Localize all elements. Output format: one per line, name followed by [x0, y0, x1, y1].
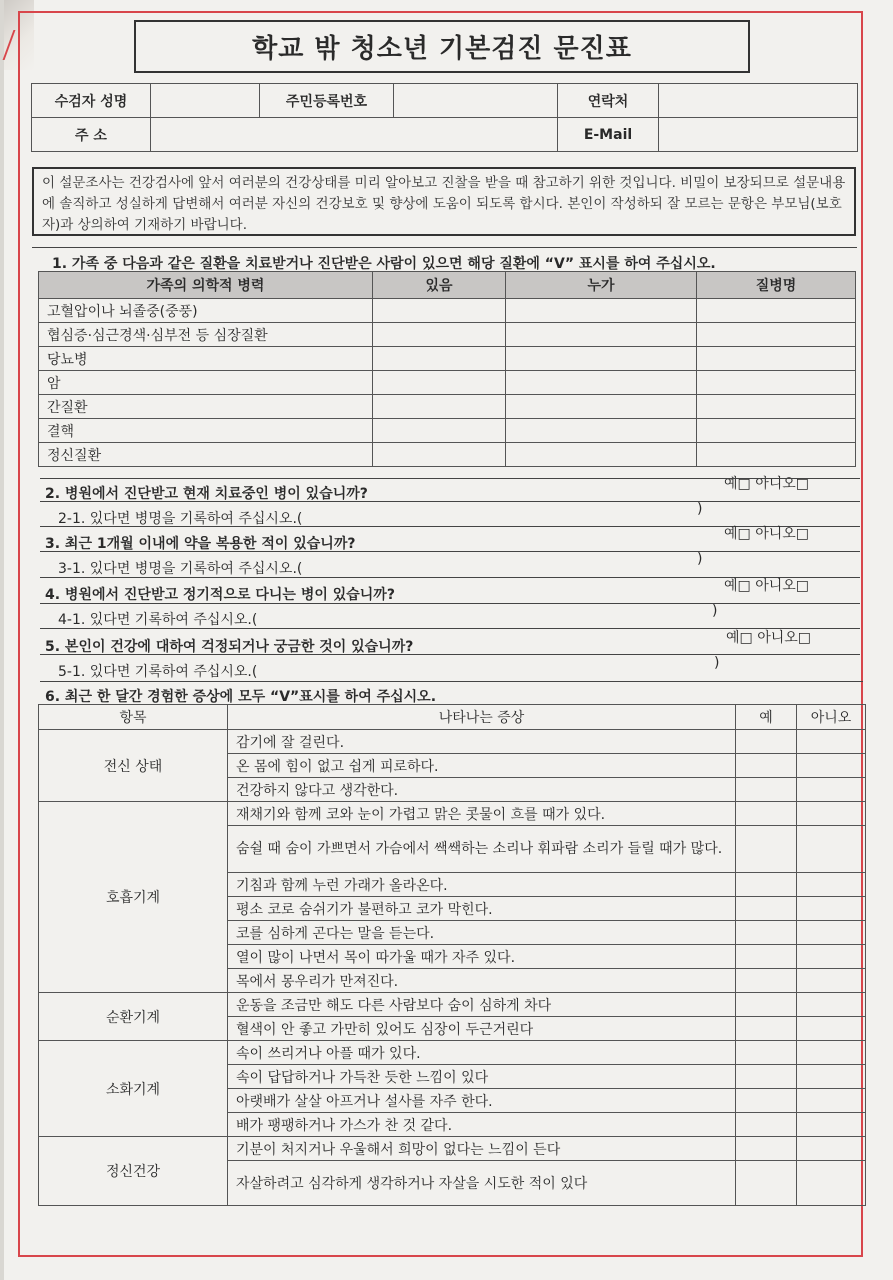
- symptom-text: 평소 코로 숨쉬기가 불편하고 코가 막힌다.: [228, 897, 736, 921]
- yes-no-checkbox[interactable]: 예□ 아니오□: [724, 578, 810, 594]
- yes-cell[interactable]: [736, 945, 797, 969]
- symptom-text: 자살하려고 심각하게 생각하거나 자살을 시도한 적이 있다: [228, 1161, 736, 1206]
- yes-no-checkbox[interactable]: 예□ 아니오□: [724, 476, 810, 492]
- personal-info-table: [31, 83, 858, 152]
- phone-field[interactable]: [659, 84, 858, 118]
- no-cell[interactable]: [797, 826, 866, 873]
- question-2: 2. 병원에서 진단받고 현재 치료중인 병이 있습니까?: [45, 486, 368, 502]
- no-cell[interactable]: [797, 969, 866, 993]
- yes-cell[interactable]: [736, 1017, 797, 1041]
- question-3: 3. 최근 1개월 이내에 약을 복용한 적이 있습니까?: [45, 536, 356, 552]
- family-row-label: 정신질환: [39, 443, 373, 467]
- category-respiratory: 호흡기계: [39, 802, 228, 993]
- symptom-text: 속이 쓰리거나 아플 때가 있다.: [228, 1041, 736, 1065]
- family-cell[interactable]: [373, 323, 506, 347]
- email-field[interactable]: [659, 118, 858, 152]
- symptom-text: 열이 많이 나면서 목이 따가울 때가 자주 있다.: [228, 945, 736, 969]
- no-cell[interactable]: [797, 754, 866, 778]
- symptom-text: 운동을 조금만 해도 다른 사람보다 숨이 심하게 차다: [228, 993, 736, 1017]
- symptom-text: 배가 팽팽하거나 가스가 찬 것 같다.: [228, 1113, 736, 1137]
- close-paren: ): [714, 655, 720, 671]
- family-cell[interactable]: [506, 347, 697, 371]
- question-6: 6. 최근 한 달간 경험한 증상에 모두 “V”표시를 하여 주십시오.: [45, 689, 437, 705]
- family-cell[interactable]: [506, 395, 697, 419]
- symptom-text: 코를 심하게 곤다는 말을 듣는다.: [228, 921, 736, 945]
- yes-cell[interactable]: [736, 778, 797, 802]
- no-cell[interactable]: [797, 1161, 866, 1206]
- close-paren: ): [712, 603, 718, 619]
- symptom-text: 아랫배가 살살 아프거나 설사를 자주 한다.: [228, 1089, 736, 1113]
- family-cell[interactable]: [373, 299, 506, 323]
- yes-cell[interactable]: [736, 1161, 797, 1206]
- family-header-disease: 질병명: [697, 272, 856, 299]
- address-label: 주 소: [32, 118, 151, 152]
- family-cell[interactable]: [373, 347, 506, 371]
- question-2-1: 2-1. 있다면 병명을 기록하여 주십시오.(: [58, 511, 303, 527]
- family-cell[interactable]: [506, 419, 697, 443]
- close-paren: ): [697, 501, 703, 517]
- no-cell[interactable]: [797, 1041, 866, 1065]
- yes-cell[interactable]: [736, 897, 797, 921]
- yes-no-checkbox[interactable]: 예□ 아니오□: [724, 526, 810, 542]
- symptom-table: [38, 704, 866, 1206]
- family-row-label: 암: [39, 371, 373, 395]
- divider: [40, 681, 863, 682]
- symptom-text: 혈색이 안 좋고 가만히 있어도 심장이 두근거린다: [228, 1017, 736, 1041]
- symptom-header-yes: 예: [736, 705, 797, 730]
- close-paren: ): [697, 551, 703, 567]
- address-field[interactable]: [151, 118, 558, 152]
- yes-cell[interactable]: [736, 1065, 797, 1089]
- category-circulatory: 순환기계: [39, 993, 228, 1041]
- no-cell[interactable]: [797, 778, 866, 802]
- no-cell[interactable]: [797, 1017, 866, 1041]
- symptom-text: 재채기와 함께 코와 눈이 가렵고 맑은 콧물이 흐를 때가 있다.: [228, 802, 736, 826]
- family-cell[interactable]: [373, 371, 506, 395]
- family-cell[interactable]: [506, 443, 697, 467]
- yes-cell[interactable]: [736, 1137, 797, 1161]
- family-header-yes: 있음: [373, 272, 506, 299]
- yes-cell[interactable]: [736, 873, 797, 897]
- family-cell[interactable]: [697, 419, 856, 443]
- family-cell[interactable]: [373, 395, 506, 419]
- symptom-text: 기분이 처지거나 우울해서 희망이 없다는 느낌이 든다: [228, 1137, 736, 1161]
- rrn-label: 주민등록번호: [260, 84, 394, 118]
- symptom-text: 건강하지 않다고 생각한다.: [228, 778, 736, 802]
- divider: [40, 654, 860, 655]
- no-cell[interactable]: [797, 1065, 866, 1089]
- no-cell[interactable]: [797, 730, 866, 754]
- no-cell[interactable]: [797, 897, 866, 921]
- yes-cell[interactable]: [736, 993, 797, 1017]
- question-4: 4. 병원에서 진단받고 정기적으로 다니는 병이 있습니까?: [45, 587, 395, 603]
- yes-cell[interactable]: [736, 921, 797, 945]
- symptom-header-symptom: 나타나는 증상: [228, 705, 736, 730]
- family-row-label: 간질환: [39, 395, 373, 419]
- name-label: 수검자 성명: [32, 84, 151, 118]
- no-cell[interactable]: [797, 1113, 866, 1137]
- symptom-text: 목에서 몽우리가 만져진다.: [228, 969, 736, 993]
- family-cell[interactable]: [697, 395, 856, 419]
- category-mental-health: 정신건강: [39, 1137, 228, 1206]
- symptom-header-no: 아니오: [797, 705, 866, 730]
- symptom-text: 감기에 잘 걸린다.: [228, 730, 736, 754]
- name-field[interactable]: [151, 84, 260, 118]
- family-header-history: 가족의 의학적 병력: [39, 272, 373, 299]
- family-header-who: 누가: [506, 272, 697, 299]
- yes-no-checkbox[interactable]: 예□ 아니오□: [726, 630, 812, 646]
- rrn-field[interactable]: [394, 84, 558, 118]
- form-title: 학교 밖 청소년 기본검진 문진표: [134, 20, 750, 73]
- family-cell[interactable]: [697, 299, 856, 323]
- family-row-label: 협심증·심근경색·심부전 등 심장질환: [39, 323, 373, 347]
- yes-cell[interactable]: [736, 1113, 797, 1137]
- yes-cell[interactable]: [736, 802, 797, 826]
- question-5-1: 5-1. 있다면 기록하여 주십시오.(: [58, 664, 258, 680]
- family-cell[interactable]: [697, 323, 856, 347]
- no-cell[interactable]: [797, 945, 866, 969]
- no-cell[interactable]: [797, 1137, 866, 1161]
- divider: [40, 478, 860, 479]
- family-cell[interactable]: [373, 419, 506, 443]
- family-history-table: [38, 271, 856, 467]
- divider: [40, 551, 860, 552]
- family-row-label: 당뇨병: [39, 347, 373, 371]
- divider: [32, 247, 857, 248]
- no-cell[interactable]: [797, 873, 866, 897]
- yes-cell[interactable]: [736, 826, 797, 873]
- symptom-text: 기침과 함께 누런 가래가 올라온다.: [228, 873, 736, 897]
- question-4-1: 4-1. 있다면 기록하여 주십시오.(: [58, 612, 258, 628]
- yes-cell[interactable]: [736, 730, 797, 754]
- question-3-1: 3-1. 있다면 병명을 기록하여 주십시오.(: [58, 561, 303, 577]
- email-label: E-Mail: [558, 118, 659, 152]
- symptom-text: 온 몸에 힘이 없고 쉽게 피로하다.: [228, 754, 736, 778]
- no-cell[interactable]: [797, 921, 866, 945]
- category-digestive: 소화기계: [39, 1041, 228, 1137]
- yes-cell[interactable]: [736, 1041, 797, 1065]
- no-cell[interactable]: [797, 1089, 866, 1113]
- family-cell[interactable]: [697, 443, 856, 467]
- question-1: 1. 가족 중 다음과 같은 질환을 치료받거나 진단받은 사람이 있으면 해당 질환에 “V” 표시를 하여 주십시오.: [52, 256, 716, 272]
- category-general: 전신 상태: [39, 730, 228, 802]
- yes-cell[interactable]: [736, 969, 797, 993]
- family-cell[interactable]: [697, 371, 856, 395]
- divider: [40, 501, 860, 502]
- family-cell[interactable]: [697, 347, 856, 371]
- symptom-header-category: 항목: [39, 705, 228, 730]
- phone-label: 연락처: [558, 84, 659, 118]
- no-cell[interactable]: [797, 993, 866, 1017]
- family-row-label: 결핵: [39, 419, 373, 443]
- family-cell[interactable]: [506, 299, 697, 323]
- question-5: 5. 본인이 건강에 대하여 걱정되거나 궁금한 것이 있습니까?: [45, 639, 414, 655]
- symptom-text: 숨쉴 때 숨이 가쁘면서 가슴에서 쌕쌕하는 소리나 휘파람 소리가 들릴 때가 많다.: [228, 826, 736, 873]
- family-row-label: 고혈압이나 뇌졸중(중풍): [39, 299, 373, 323]
- symptom-text: 속이 답답하거나 가득찬 듯한 느낌이 있다: [228, 1065, 736, 1089]
- yes-cell[interactable]: [736, 754, 797, 778]
- no-cell[interactable]: [797, 802, 866, 826]
- family-cell[interactable]: [506, 371, 697, 395]
- divider: [40, 603, 860, 604]
- family-cell[interactable]: [373, 443, 506, 467]
- family-cell[interactable]: [506, 323, 697, 347]
- yes-cell[interactable]: [736, 1089, 797, 1113]
- notice-text: 이 설문조사는 건강검사에 앞서 여러분의 건강상태를 미리 알아보고 진찰을 받을 때 참고하기 위한 것입니다. 비밀이 보장되므로 설문내용에 솔직하고 성실하게 답변해서 여러분 자신의 건강보호 및 향상에 도움이 되도록 합시다. 본인이 작성하되 잘 모르는 문항은 부모님(보호자)과 상의하여 기재하기 바랍니다.: [32, 167, 856, 236]
